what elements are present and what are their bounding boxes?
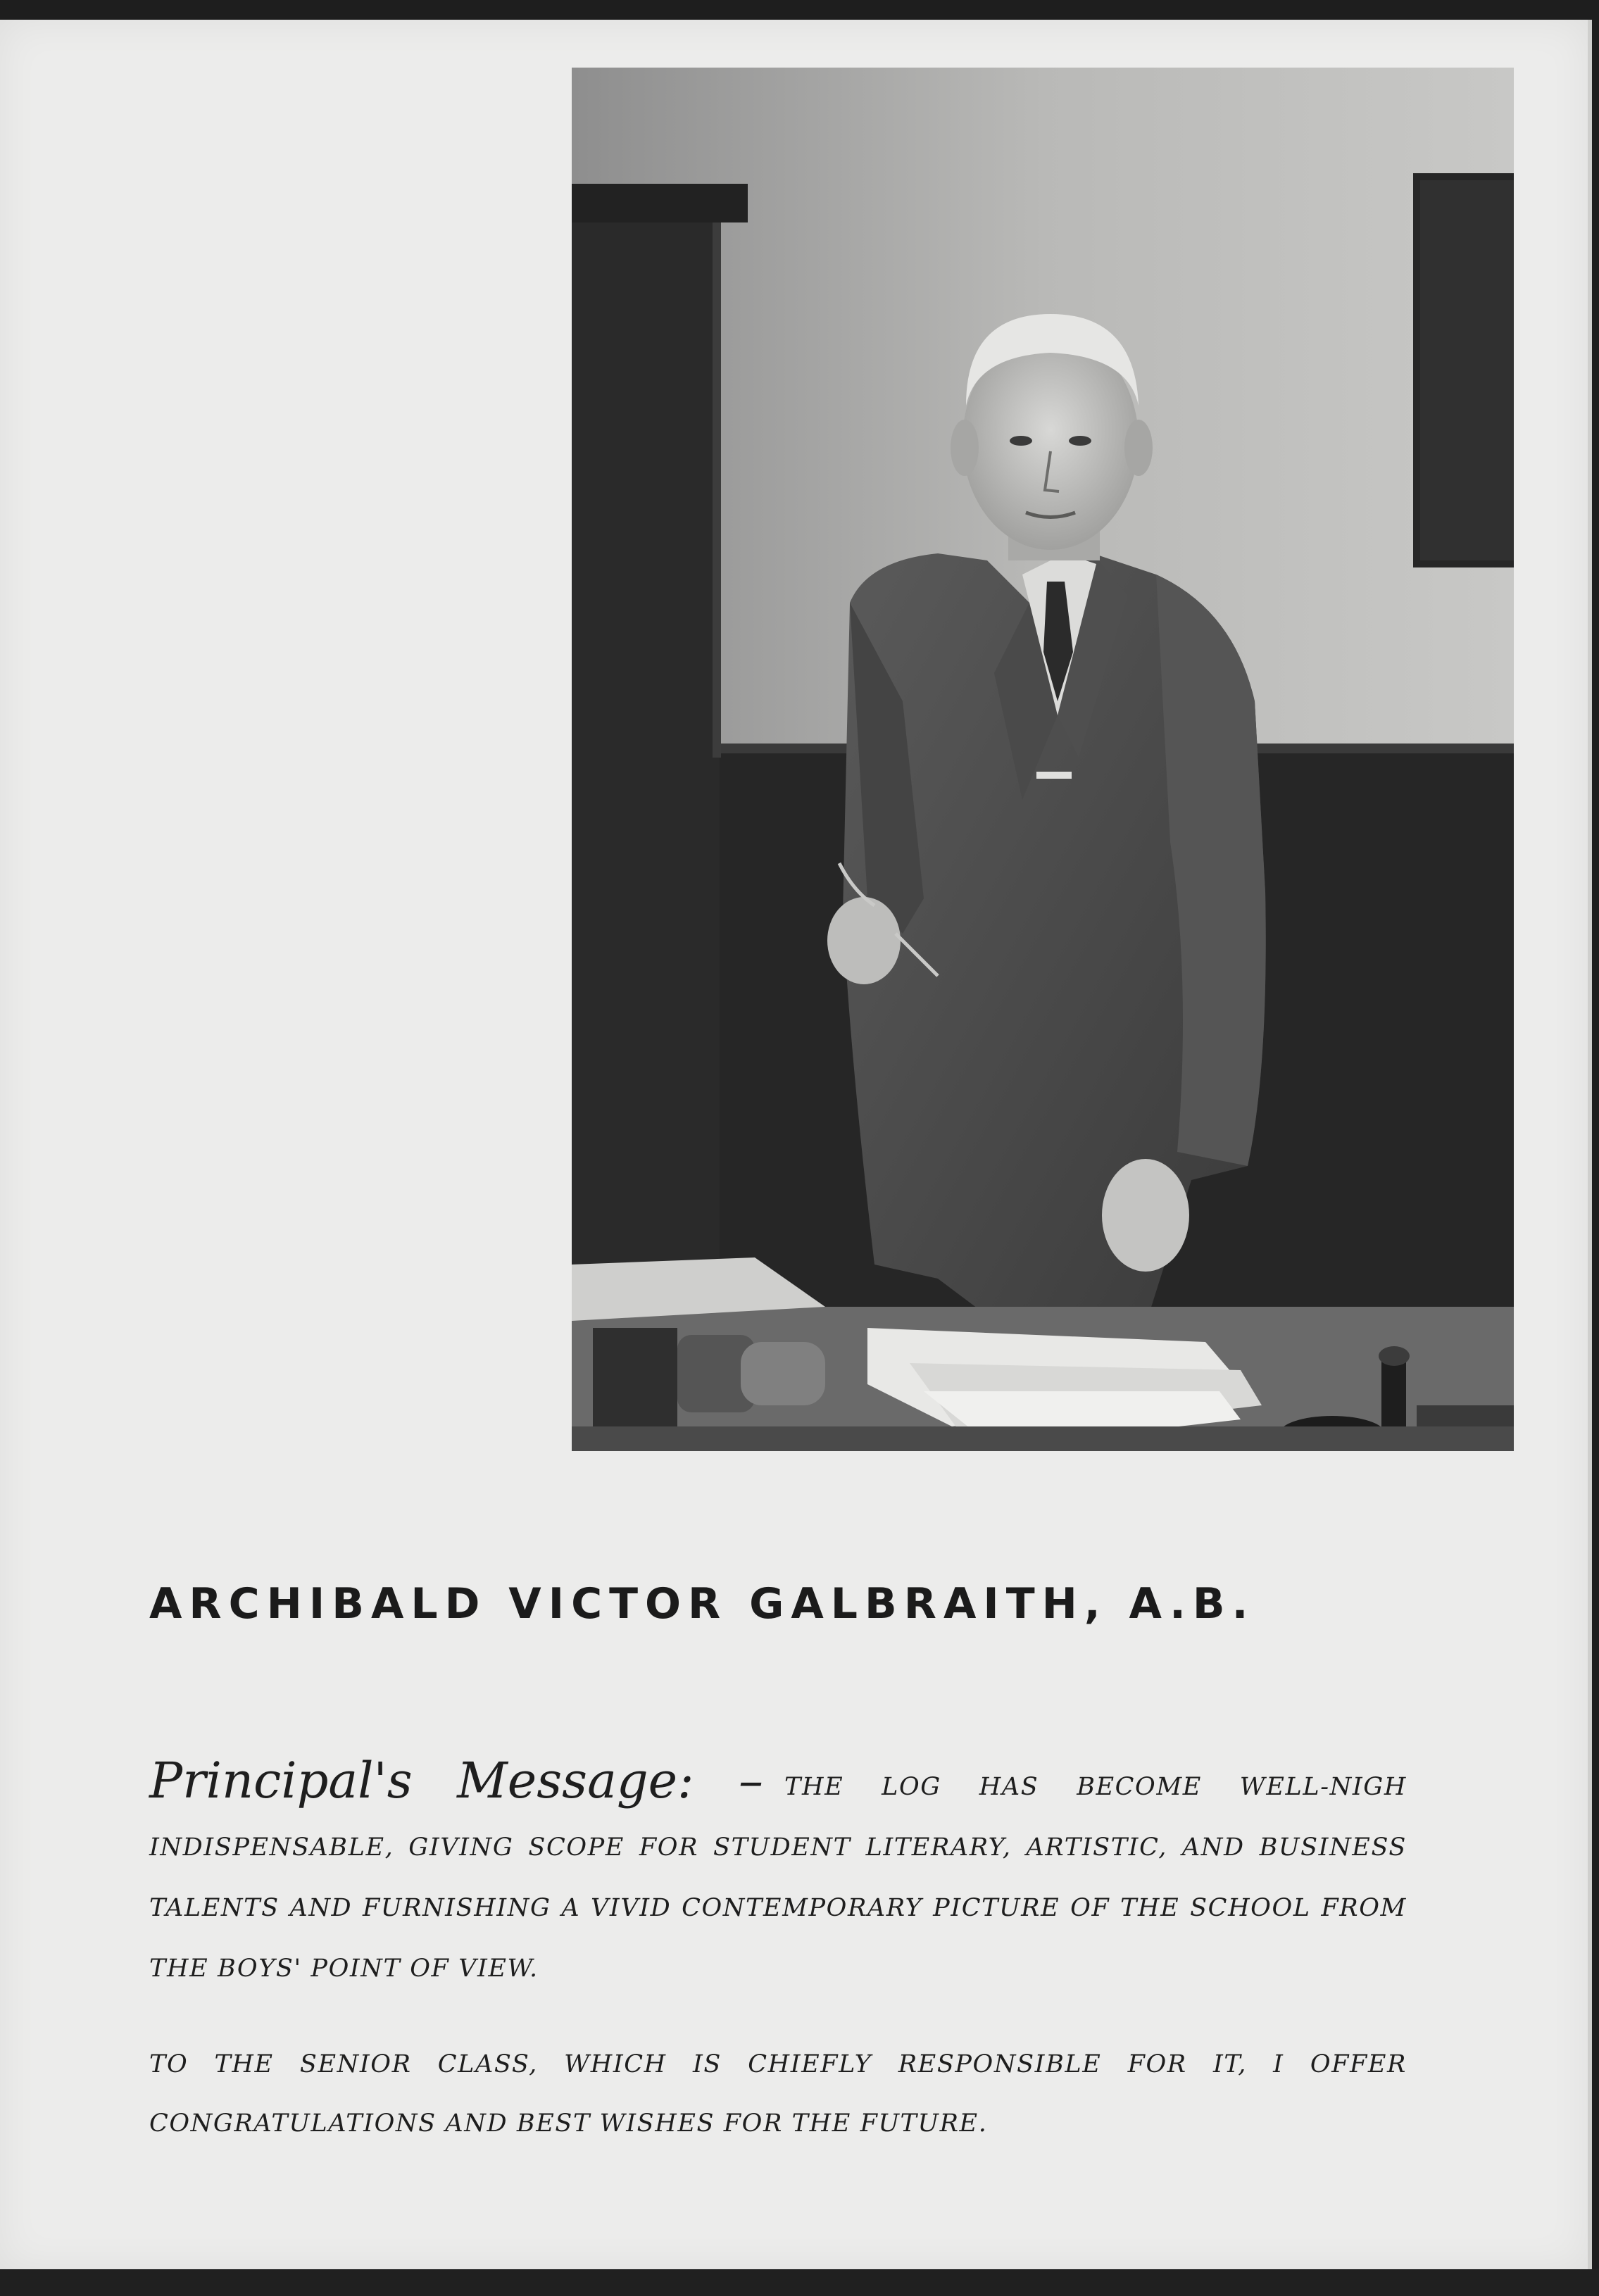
yearbook-page (0, 20, 1592, 2269)
portrait-illustration (572, 68, 1514, 1451)
principal-message-heading: Principal's Message: – (149, 1752, 764, 1809)
principal-portrait-photo (572, 68, 1514, 1451)
principal-message-paragraph-1 (149, 1750, 1407, 1999)
principal-message-paragraph-2: TO THE SENIOR CLASS, WHICH IS CHIEFLY RESPONSIBLE FOR IT, I OFFER CONGRATULATIONS AND BEST WISHES FOR THE FUTURE. (149, 2050, 1407, 2138)
principal-name-caption: ARCHIBALD VICTOR GALBRAITH, A.B. (149, 1579, 1255, 1629)
message-paragraph-1-text: THE LOG HAS BECOME WELL-NIGH INDISPENSABLE, GIVING SCOPE FOR STUDENT LITERARY, ARTISTIC, AND BUSINESS TALENTS AND FURNISHING A VIVID CONTEMPORARY PICTURE OF THE SCHOOL FROM THE BOYS' POINT OF VIEW. (149, 1773, 1407, 1983)
page-bottom-edge (0, 2269, 1599, 2296)
